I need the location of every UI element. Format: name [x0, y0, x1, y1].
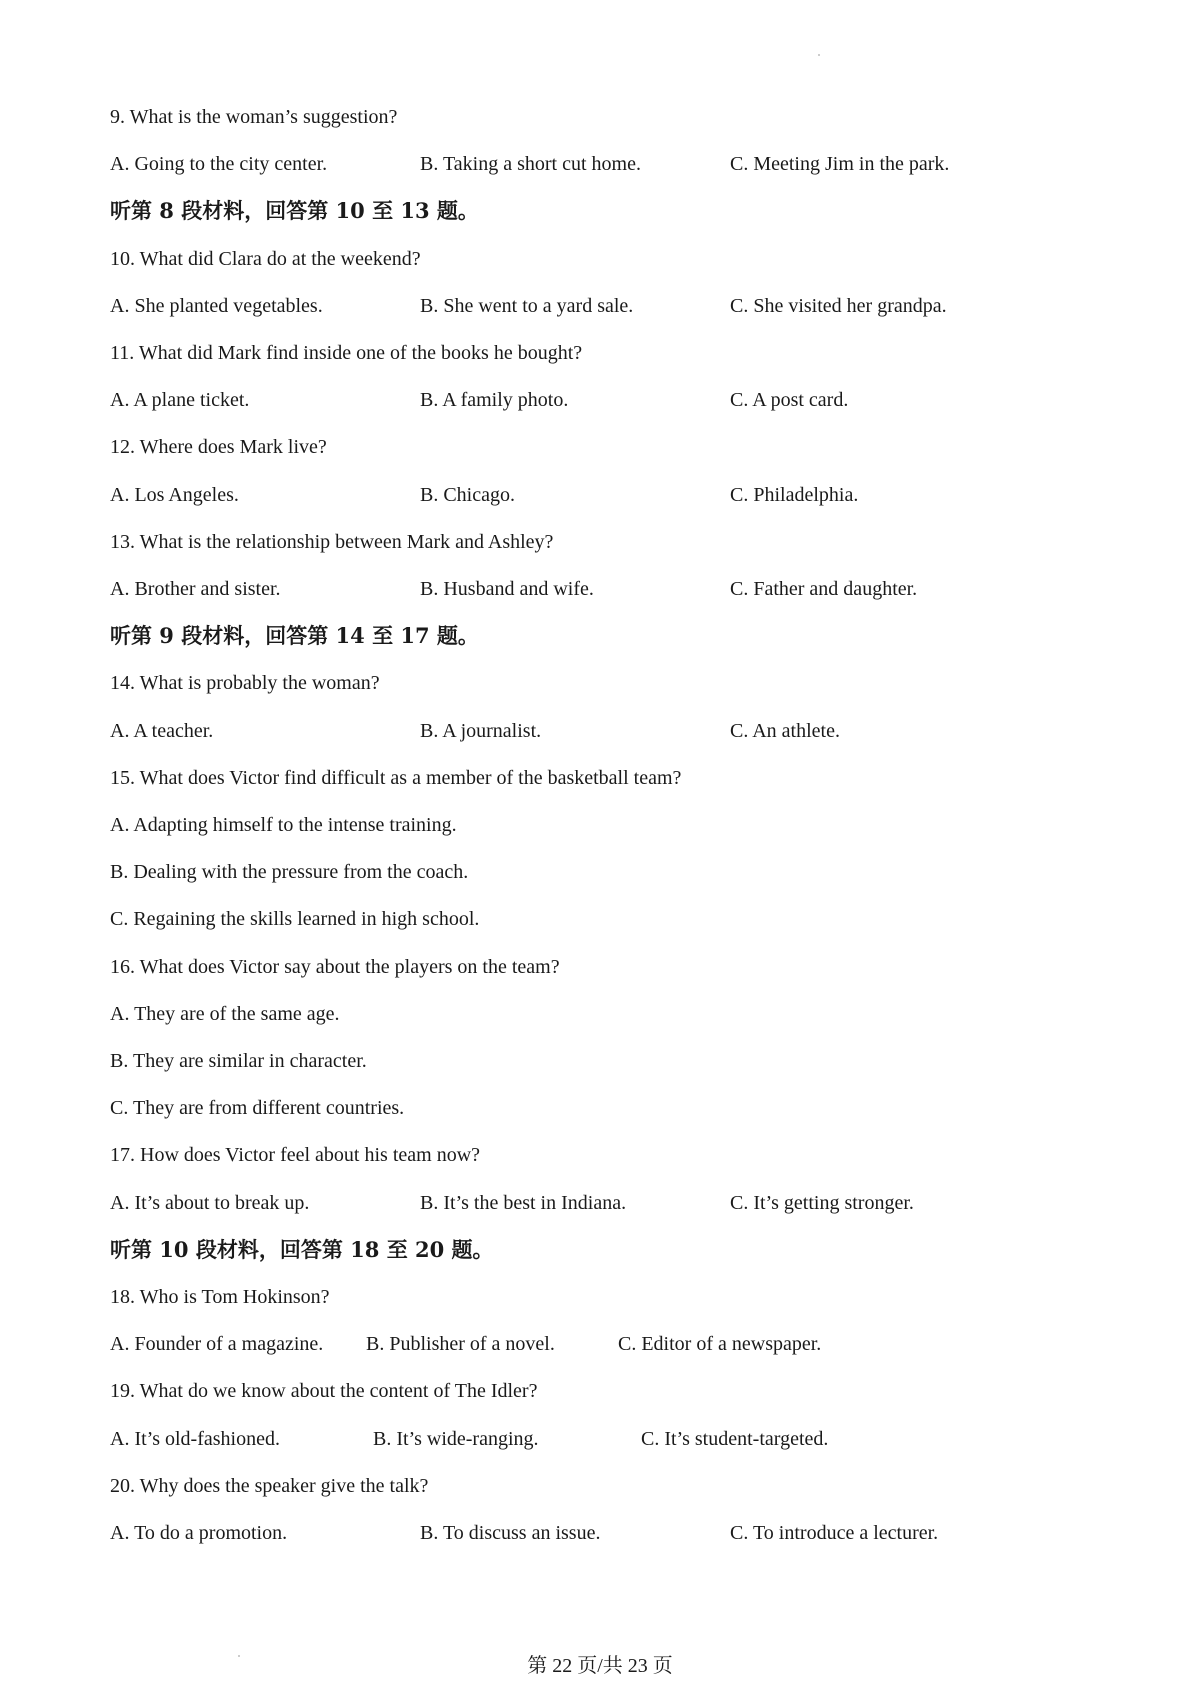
answer-option: B. Husband and wife.	[420, 578, 594, 600]
answer-option: C. Philadelphia.	[730, 484, 859, 506]
answer-option: A. To do a promotion.	[110, 1522, 288, 1544]
answer-option: A. Founder of a magazine.	[110, 1333, 324, 1355]
question-text: 10. What did Clara do at the weekend?	[110, 248, 421, 270]
answer-option: B. It’s the best in Indiana.	[420, 1192, 627, 1214]
answer-option: B. They are similar in character.	[110, 1050, 367, 1072]
question-text: 12. Where does Mark live?	[110, 436, 327, 458]
question-text: 9. What is the woman’s suggestion?	[110, 106, 398, 128]
question-text: 15. What does Victor find difficult as a member of the basketball team?	[110, 767, 682, 789]
section-heading: 听第 9 段材料，回答第 14 至 17 题。	[110, 623, 479, 648]
page-footer: 第 22 页/共 23 页	[527, 1655, 673, 1677]
answer-option: C. Meeting Jim in the park.	[730, 153, 950, 175]
answer-option: C. To introduce a lecturer.	[730, 1522, 939, 1544]
answer-option: B. Chicago.	[420, 484, 515, 506]
answer-option: B. A family photo.	[420, 389, 569, 411]
answer-option: C. Father and daughter.	[730, 578, 918, 600]
answer-option: B. Taking a short cut home.	[420, 153, 641, 175]
question-text: 19. What do we know about the content of The Idler?	[110, 1380, 538, 1402]
answer-option: B. A journalist.	[420, 720, 542, 742]
question-text: 14. What is probably the woman?	[110, 672, 380, 694]
answer-option: A. Brother and sister.	[110, 578, 281, 600]
section-heading: 听第 10 段材料，回答第 18 至 20 题。	[110, 1237, 494, 1262]
answer-option: A. It’s old-fashioned.	[110, 1428, 280, 1450]
question-text: 11. What did Mark find inside one of the books he bought?	[110, 342, 583, 364]
answer-option: C. An athlete.	[730, 720, 840, 742]
answer-option: A. A plane ticket.	[110, 389, 250, 411]
answer-option: C. A post card.	[730, 389, 849, 411]
answer-option: A. It’s about to break up.	[110, 1192, 310, 1214]
answer-option: A. Adapting himself to the intense training.	[110, 814, 457, 836]
answer-option: B. She went to a yard sale.	[420, 295, 634, 317]
answer-option: A. Going to the city center.	[110, 153, 328, 175]
answer-option: C. Editor of a newspaper.	[618, 1333, 822, 1355]
question-text: 17. How does Victor feel about his team now?	[110, 1144, 481, 1166]
answer-option: A. They are of the same age.	[110, 1003, 340, 1025]
answer-option: C. Regaining the skills learned in high school.	[110, 908, 480, 930]
answer-option: A. She planted vegetables.	[110, 295, 323, 317]
answer-option: B. It’s wide-ranging.	[373, 1428, 539, 1450]
answer-option: B. Dealing with the pressure from the coach.	[110, 861, 469, 883]
scan-speck	[818, 54, 820, 56]
answer-option: B. To discuss an issue.	[420, 1522, 601, 1544]
question-text: 13. What is the relationship between Mark and Ashley?	[110, 531, 554, 553]
answer-option: A. Los Angeles.	[110, 484, 239, 506]
answer-option: C. It’s getting stronger.	[730, 1192, 914, 1214]
answer-option: C. It’s student-targeted.	[641, 1428, 829, 1450]
answer-option: A. A teacher.	[110, 720, 214, 742]
section-heading: 听第 8 段材料，回答第 10 至 13 题。	[110, 198, 479, 223]
answer-option: B. Publisher of a novel.	[366, 1333, 555, 1355]
question-text: 20. Why does the speaker give the talk?	[110, 1475, 429, 1497]
question-text: 18. Who is Tom Hokinson?	[110, 1286, 330, 1308]
answer-option: C. They are from different countries.	[110, 1097, 405, 1119]
question-text: 16. What does Victor say about the players on the team?	[110, 956, 560, 978]
answer-option: C. She visited her grandpa.	[730, 295, 947, 317]
